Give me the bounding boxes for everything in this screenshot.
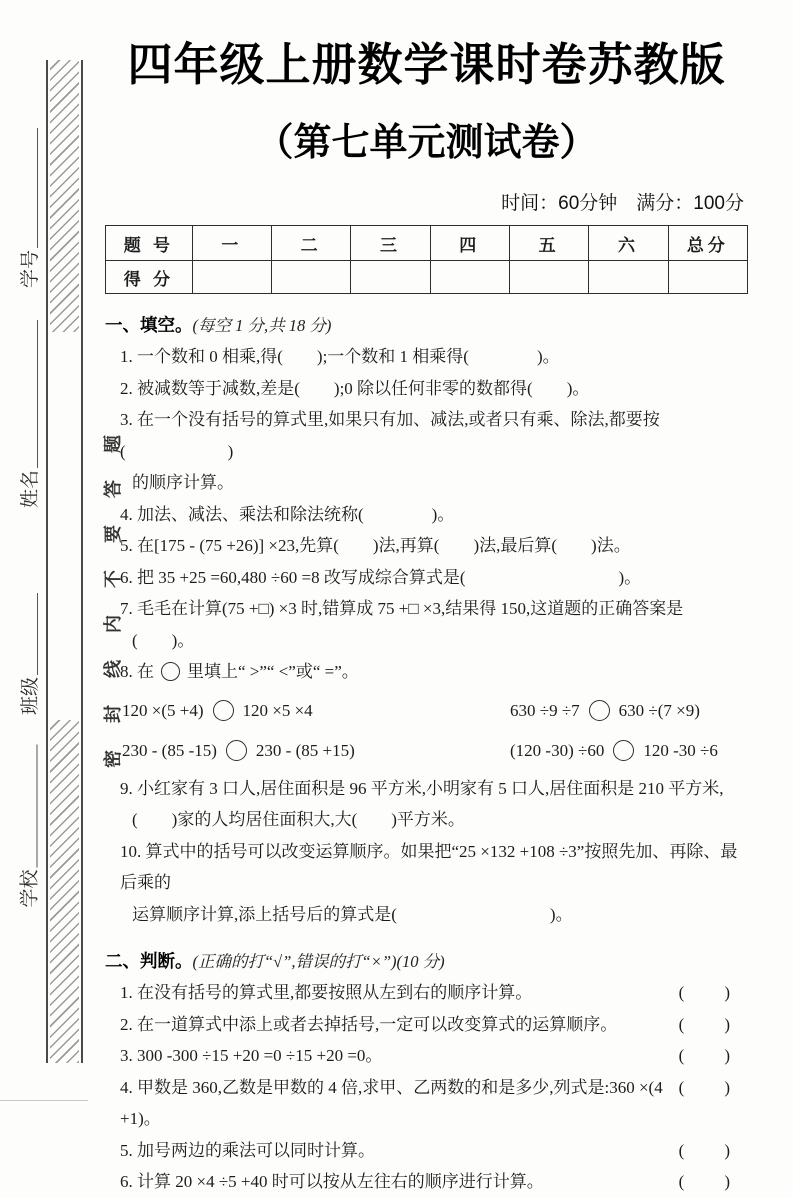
compare-circle-icon (613, 740, 634, 761)
fill-item-9: 9. 小红家有 3 口人,居住面积是 96 平方米,小明家有 5 口人,居住面积是 210 平方米, (120, 778, 724, 798)
score-header-col-6: 六 (589, 226, 668, 261)
judge-item-5-text: 5. 加号两边的乘法可以同时计算。 (120, 1140, 375, 1160)
answer-blank: ( ) (678, 1046, 732, 1065)
comparison-grid (120, 695, 748, 766)
school-label: 学校 (19, 869, 41, 908)
seal-notice-text: 密封线内不要答题 (103, 408, 123, 768)
comparison-1 (122, 695, 510, 726)
section-judge-note: (正确的打“√”,错误的打“×”)(10 分) (192, 952, 445, 971)
judge-item-3 (120, 1040, 748, 1072)
class-label: 班级 (20, 676, 41, 715)
fill-circle-icon (161, 662, 180, 681)
score-header-corner: 题 号 (106, 226, 193, 261)
comparison-4-right: 120 -30 ÷6 (643, 740, 718, 760)
fill-item-7-cont: ( )。 (132, 630, 195, 650)
answer-blank: ( ) (678, 1172, 732, 1191)
fill-item-7: 7. 毛毛在计算(75 +□) ×3 时,错算成 75 +□ ×3,结果得 150,这道题的正确答案是 (120, 599, 684, 618)
judge-item-4 (120, 1072, 748, 1135)
fill-item-10-cont: 运算顺序计算,添上括号后的算式是( )。 (132, 904, 573, 924)
comparison-3-right: 230 - (85 +15) (255, 740, 355, 760)
score-header-col-1: 一 (192, 226, 271, 261)
comparison-1-right: 120 ×5 ×4 (242, 700, 313, 720)
score-row-label: 得 分 (106, 261, 193, 294)
answer-blank: ( ) (678, 983, 732, 1002)
hatch-pattern-top (50, 60, 79, 332)
fill-item-8 (120, 656, 748, 688)
class-field (12, 593, 42, 715)
judge-item-2-text: 2. 在一道算式中添上或者去掉括号,一定可以改变算式的运算顺序。 (120, 1014, 618, 1034)
exam-title: 四年级上册数学课时卷苏教版 (127, 39, 726, 90)
compare-circle-icon (226, 740, 247, 761)
score-cell (430, 261, 509, 294)
fill-item-10: 10. 算式中的括号可以改变运算顺序。如果把“25 ×132 +108 ÷3”按照先加、再除、最后乘的 (120, 841, 738, 892)
hatch-pattern-bottom (50, 720, 79, 1063)
fill-item-2: 2. 被减数等于减数,差是( );0 除以任何非零的数都得( )。 (120, 378, 590, 398)
score-header-col-4: 四 (430, 226, 509, 261)
fill-item-4: 4. 加法、减法、乘法和除法统称( )。 (120, 504, 455, 524)
comparison-3 (122, 735, 510, 766)
comparison-2-left: 630 ÷9 ÷7 (510, 700, 580, 720)
judge-item-4-text: 4. 甲数是 360,乙数是甲数的 4 倍,求甲、乙两数的和是多少,列式是:360 ×(4 +1)。 (120, 1077, 667, 1128)
score-table (105, 225, 748, 294)
answer-blank: ( ) (678, 1140, 732, 1160)
judge-items (105, 977, 748, 1198)
section-judge-title: 二、判断。 (105, 951, 193, 971)
fill-item-9-cont: ( )家的人均居住面积大,大( )平方米。 (132, 810, 465, 829)
score-header-col-2: 二 (271, 226, 350, 261)
answer-blank: ( ) (678, 1077, 732, 1097)
student-id-blank-line (37, 128, 38, 248)
score-table-score-row (106, 261, 748, 294)
fill-item-8-suffix: 里填上“ >”“ <”或“ =”。 (187, 662, 359, 681)
school-field (12, 745, 42, 908)
score-cell (271, 261, 350, 294)
fill-item-1: 1. 一个数和 0 相乘,得( );一个数和 1 相乘得( )。 (120, 347, 560, 366)
fill-item-3: 3. 在一个没有括号的算式里,如果只有加、减法,或者只有乘、除法,都要按( ) (120, 410, 660, 461)
score-cell (668, 261, 747, 294)
student-id-field (12, 128, 42, 288)
fill-items (105, 341, 748, 930)
fill-item-8-prefix: 8. 在 (120, 662, 154, 681)
judge-item-5 (120, 1135, 748, 1167)
page-edge-mark (0, 1100, 88, 1101)
score-cell (589, 261, 668, 294)
judge-item-6-text: 6. 计算 20 ×4 ÷5 +40 时可以按从左往右的顺序进行计算。 (120, 1172, 544, 1191)
section-fill-note: (每空 1 分,共 18 分) (192, 316, 332, 335)
score-cell (351, 261, 430, 294)
score-header-col-total: 总分 (668, 226, 747, 261)
score-cell (509, 261, 588, 294)
judge-item-6 (120, 1166, 748, 1198)
class-blank-line (37, 593, 38, 675)
comparison-1-left: 120 ×(5 +4) (122, 700, 204, 720)
section-fill-title: 一、填空。 (105, 315, 193, 335)
student-id-label: 学号 (20, 249, 41, 288)
score-header-col-3: 三 (351, 226, 430, 261)
exam-meta: 时间：60分钟 满分：100分 (501, 193, 744, 214)
answer-blank: ( ) (678, 1014, 732, 1034)
fill-item-5: 5. 在[175 - (75 +26)] ×23,先算( )法,再算( )法,最后算( )法。 (120, 536, 631, 555)
compare-circle-icon (589, 700, 610, 721)
judge-item-2 (120, 1009, 748, 1041)
compare-circle-icon (213, 700, 234, 721)
score-header-col-5: 五 (509, 226, 588, 261)
score-cell (192, 261, 271, 294)
section-judge-heading (105, 946, 748, 977)
fill-item-3-cont: 的顺序计算。 (132, 473, 234, 492)
score-table-header-row (106, 226, 748, 261)
judge-item-1 (120, 977, 748, 1009)
student-name-label: 姓名 (20, 469, 41, 508)
comparison-4 (510, 735, 748, 766)
school-blank-line (37, 745, 38, 868)
student-name-field (12, 320, 42, 508)
judge-item-3-text: 3. 300 -300 ÷15 +20 =0 ÷15 +20 =0。 (120, 1046, 383, 1065)
comparison-2 (510, 695, 748, 726)
section-fill-heading (105, 310, 748, 341)
exam-paper (105, 28, 748, 1198)
student-name-blank-line (37, 320, 38, 468)
judge-item-1-text: 1. 在没有括号的算式里,都要按照从左到右的顺序计算。 (120, 983, 533, 1002)
comparison-4-left: (120 -30) ÷60 (510, 740, 605, 760)
comparison-2-right: 630 ÷(7 ×9) (618, 700, 700, 720)
fill-item-6: 6. 把 35 +25 =60,480 ÷60 =8 改写成综合算式是( )。 (120, 567, 642, 587)
comparison-3-left: 230 - (85 -15) (122, 740, 217, 760)
exam-subtitle: （第七单元测试卷） (255, 122, 598, 164)
seal-band (46, 60, 123, 1063)
